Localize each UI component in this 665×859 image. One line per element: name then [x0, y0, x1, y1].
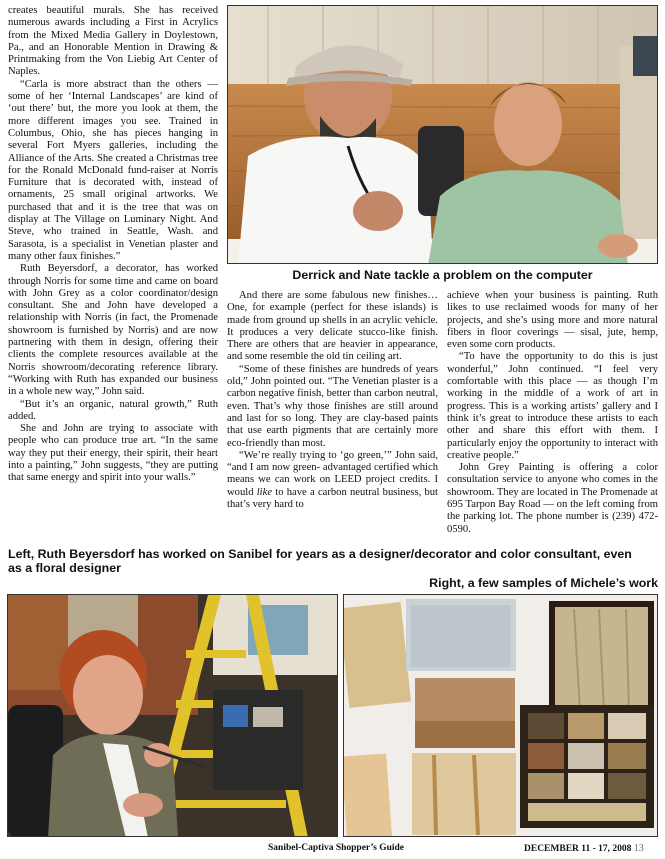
article-column-middle — [227, 290, 438, 511]
paragraph: Ruth Beyersdorf, a decorator, has worked through Norris for some time and came on board with John Grey as a color coordinator/design consultant. She and John have developed a relationship with Norris (in fact, the Promenade showroom is furnished by Norris) and are now partnering with them in design, offering their clients the complete resources available at the Norris showroom/decorating reference library. “Working with Ruth has expanded our business in a whole new way,” John said. — [8, 263, 218, 398]
photo-derrick-and-nate-image — [228, 6, 658, 264]
paragraph: “To have the opportunity to do this is just wonderful,” John continued. “I feel very comfortable with this place — as though I’m working in the middle of a work of art in progress. This is a working artists’ gallery and I think it’s great to introduce these artists to each other and share this effort with them. I particularly enjoy the opportunity to interact with creative people.” — [447, 351, 658, 461]
page-number: 13 — [633, 843, 644, 854]
paragraph: She and John are trying to associate with people who can produce true art. “In the same way they put their energy, their spirit, their heart into a painting,” John suggests, “they are putting that same energy and spirit into your walls.” — [8, 423, 218, 484]
paragraph: And there are some fabulous new finishes… One, for example (perfect for these islands) is made from ground up shells in an acrylic vehicle. It produces a very delicate stucco-like finish. There are others that are heavier in appearance, and some resemble the old tin ceiling art. — [227, 290, 438, 363]
photo-ruth-beyersdorf — [7, 594, 338, 837]
caption-top-photo: Derrick and Nate tackle a problem on the computer — [292, 268, 593, 282]
paragraph: “Some of these finishes are hundreds of years old,” John pointed out. “The Venetian plaster is a carbon negative finish, better than carbon neutral, even. That’s why those finishes are still around and last for so long. They are clay-based paints that use earth pigments that are certainly more eco-friendly than most. — [227, 363, 438, 449]
footer-date-text: DECEMBER 11 - 17, 2008 — [524, 844, 632, 854]
photo-derrick-and-nate — [227, 5, 658, 264]
article-column-left — [8, 5, 218, 485]
footer-publication: Sanibel-Captiva Shopper’s Guide — [268, 843, 405, 853]
paragraph: achieve when your business is painting. Ruth likes to use reclaimed woods for many of her projects, and she’s using more and more natural fibers in floor coverings — sisal, jute, hemp, even some corn products. — [447, 290, 658, 351]
paragraph: “We’re really trying to ‘go green,’” John said, “and I am now green- advantaged certified which means we can work on LEED project credits. I would like to have a carbon neutral business, but that’s very hard to — [227, 449, 438, 511]
paragraph: “But it’s an organic, natural growth,” Ruth added. — [8, 398, 218, 422]
photo-michele-samples-image — [344, 595, 658, 837]
footer-date — [524, 843, 644, 854]
article-column-right — [447, 290, 658, 536]
caption-left-photo: Left, Ruth Beyersdorf has worked on Sanibel for years as a designer/decorator and color consultant, even as a floral designer — [8, 547, 632, 575]
paragraph: creates beautiful murals. She has received numerous awards including a First in Acrylics from the Mixed Media Gallery in Doylestown, Pa., and an Honorable Mention in Drawing & Printmaking from the Von Liebig Art Center of Naples. — [8, 5, 218, 78]
photo-michele-samples — [343, 594, 658, 837]
caption-right-photo: Right, a few samples of Michele’s work — [429, 576, 658, 590]
photo-ruth-beyersdorf-image — [8, 595, 338, 837]
paragraph: John Grey Painting is offering a color consultation service to anyone who comes in the showroom. They are located in The Promenade at 695 Tarpon Bay Road — on the left coming from the parking lot. The phone number is (239) 472-0590. — [447, 462, 658, 535]
paragraph: “Carla is more abstract than the others — some of her ‘Internal Landscapes’ are kind of ‘out there’ but, the more you look at them, the more different images you see. Trained in Columbus, Ohio, she has pieces hanging in several Fort Myers galleries, including the Alliance of the Arts. She created a Christmas tree for the Ronald McDonald fund-raiser at Norris Furniture that is decorated with, instead of ornaments, 25 small original artworks. We purchased that and it is the tree that was on display at The Village on Luminary Night. And Steve, who trained in Seattle, Wash. and Sarasota, is a specialist in Venetian plaster and many other faux finishes.” — [8, 78, 218, 262]
